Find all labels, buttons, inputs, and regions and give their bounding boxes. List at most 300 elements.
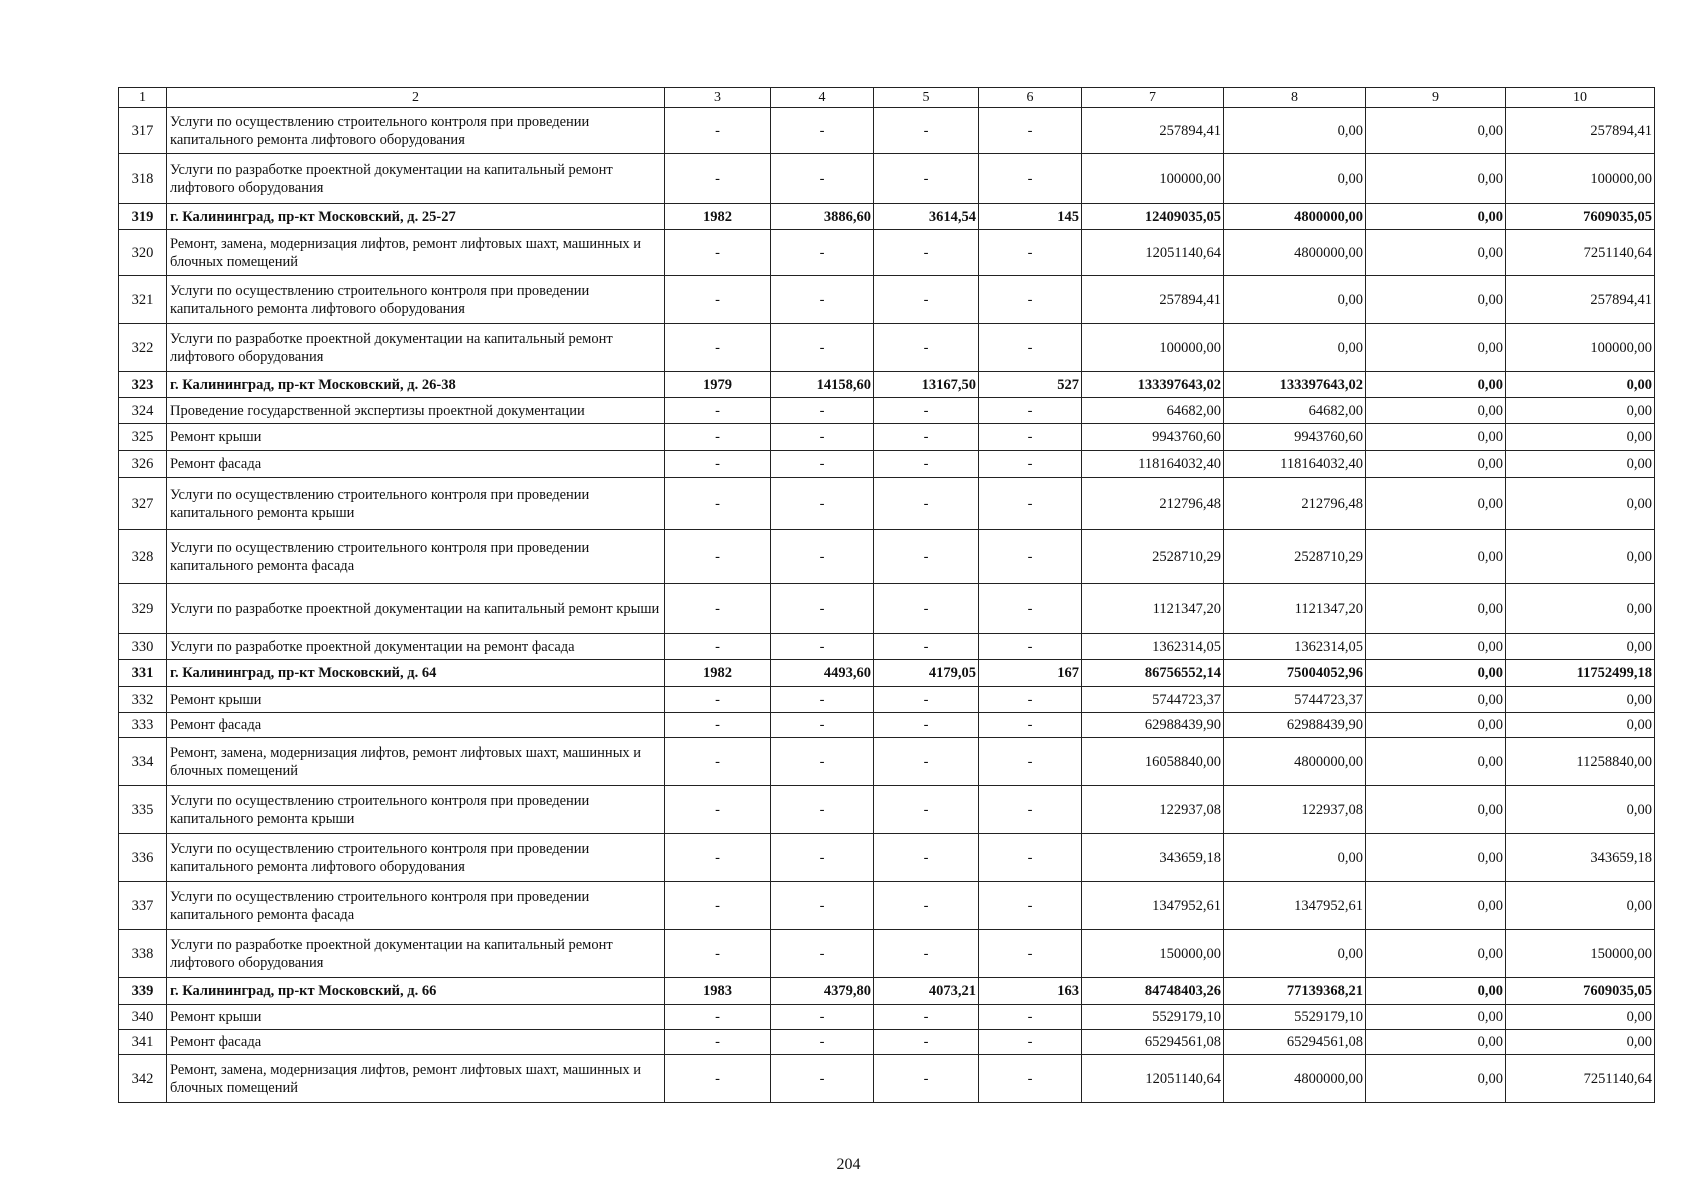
col-8-value: 1362314,05: [1224, 634, 1366, 660]
col-4-value: -: [771, 530, 874, 584]
col-3-value: -: [665, 634, 771, 660]
col-7-value: 1347952,61: [1082, 882, 1224, 930]
col-7-value: 257894,41: [1082, 108, 1224, 154]
col-3-value: 1982: [665, 660, 771, 687]
col-7-value: 12409035,05: [1082, 204, 1224, 230]
work-description: Услуги по осуществлению строительного контроля при проведении капитального ремонта фасада: [167, 882, 665, 930]
col-3-value: -: [665, 451, 771, 478]
col-6-value: -: [979, 1005, 1082, 1030]
col-5-value: -: [874, 584, 979, 634]
col-7-value: 2528710,29: [1082, 530, 1224, 584]
col-4-value: -: [771, 451, 874, 478]
row-number: 324: [119, 398, 167, 424]
col-9-value: 0,00: [1366, 738, 1506, 786]
col-8-value: 4800000,00: [1224, 230, 1366, 276]
col-8-value: 2528710,29: [1224, 530, 1366, 584]
col-5-value: -: [874, 424, 979, 451]
col-10-value: 0,00: [1506, 478, 1655, 530]
col-6-value: -: [979, 398, 1082, 424]
table-row: [119, 530, 1655, 584]
col-5-value: -: [874, 687, 979, 713]
col-5-value: -: [874, 324, 979, 372]
col-6-value: -: [979, 584, 1082, 634]
col-8-value: 4800000,00: [1224, 204, 1366, 230]
work-description: Услуги по осуществлению строительного контроля при проведении капитального ремонта лифтового оборудования: [167, 108, 665, 154]
col-8-value: 0,00: [1224, 154, 1366, 204]
column-header-2: 2: [167, 88, 665, 108]
row-number: 337: [119, 882, 167, 930]
col-5-value: -: [874, 154, 979, 204]
work-description: Ремонт, замена, модернизация лифтов, ремонт лифтовых шахт, машинных и блочных помещений: [167, 230, 665, 276]
col-7-value: 343659,18: [1082, 834, 1224, 882]
col-8-value: 122937,08: [1224, 786, 1366, 834]
col-7-value: 1362314,05: [1082, 634, 1224, 660]
col-6-value: -: [979, 324, 1082, 372]
work-description: Услуги по разработке проектной документации на капитальный ремонт лифтового оборудования: [167, 154, 665, 204]
col-7-value: 100000,00: [1082, 324, 1224, 372]
col-4-value: -: [771, 930, 874, 978]
work-description: г. Калининград, пр-кт Московский, д. 25-27: [167, 204, 665, 230]
col-5-value: -: [874, 930, 979, 978]
col-7-value: 5744723,37: [1082, 687, 1224, 713]
col-10-value: 0,00: [1506, 786, 1655, 834]
col-4-value: -: [771, 786, 874, 834]
table-row: [119, 834, 1655, 882]
col-5-value: 4179,05: [874, 660, 979, 687]
col-7-value: 12051140,64: [1082, 1055, 1224, 1103]
col-9-value: 0,00: [1366, 451, 1506, 478]
work-description: Услуги по осуществлению строительного контроля при проведении капитального ремонта лифтового оборудования: [167, 276, 665, 324]
col-9-value: 0,00: [1366, 786, 1506, 834]
col-5-value: -: [874, 1055, 979, 1103]
col-8-value: 212796,48: [1224, 478, 1366, 530]
col-9-value: 0,00: [1366, 372, 1506, 398]
page-number: 204: [836, 1156, 861, 1173]
work-description: Ремонт, замена, модернизация лифтов, ремонт лифтовых шахт, машинных и блочных помещений: [167, 1055, 665, 1103]
col-4-value: -: [771, 108, 874, 154]
col-5-value: -: [874, 882, 979, 930]
col-4-value: -: [771, 834, 874, 882]
col-10-value: 0,00: [1506, 882, 1655, 930]
work-description: Услуги по осуществлению строительного контроля при проведении капитального ремонта лифтового оборудования: [167, 834, 665, 882]
col-9-value: 0,00: [1366, 687, 1506, 713]
table-row: [119, 930, 1655, 978]
col-7-value: 212796,48: [1082, 478, 1224, 530]
col-10-value: 7251140,64: [1506, 1055, 1655, 1103]
col-6-value: 527: [979, 372, 1082, 398]
col-4-value: -: [771, 230, 874, 276]
table-row: [119, 1005, 1655, 1030]
col-6-value: -: [979, 713, 1082, 738]
col-9-value: 0,00: [1366, 978, 1506, 1005]
col-3-value: -: [665, 324, 771, 372]
col-6-value: -: [979, 530, 1082, 584]
table-row: [119, 1030, 1655, 1055]
col-10-value: 0,00: [1506, 713, 1655, 738]
row-number: 331: [119, 660, 167, 687]
row-number: 323: [119, 372, 167, 398]
col-5-value: -: [874, 478, 979, 530]
col-6-value: -: [979, 1030, 1082, 1055]
col-8-value: 9943760,60: [1224, 424, 1366, 451]
col-10-value: 257894,41: [1506, 108, 1655, 154]
row-number: 326: [119, 451, 167, 478]
col-3-value: -: [665, 1005, 771, 1030]
col-3-value: -: [665, 738, 771, 786]
col-9-value: 0,00: [1366, 398, 1506, 424]
work-description: Услуги по разработке проектной документации на капитальный ремонт крыши: [167, 584, 665, 634]
col-7-value: 62988439,90: [1082, 713, 1224, 738]
col-9-value: 0,00: [1366, 930, 1506, 978]
col-10-value: 0,00: [1506, 424, 1655, 451]
col-4-value: -: [771, 1005, 874, 1030]
col-5-value: -: [874, 738, 979, 786]
col-5-value: -: [874, 230, 979, 276]
col-8-value: 0,00: [1224, 108, 1366, 154]
work-description: Услуги по разработке проектной документации на капитальный ремонт лифтового оборудования: [167, 930, 665, 978]
col-10-value: 0,00: [1506, 372, 1655, 398]
col-6-value: -: [979, 687, 1082, 713]
col-4-value: -: [771, 276, 874, 324]
row-number: 332: [119, 687, 167, 713]
column-header-3: 3: [665, 88, 771, 108]
table-row: [119, 154, 1655, 204]
col-3-value: -: [665, 786, 771, 834]
col-10-value: 11258840,00: [1506, 738, 1655, 786]
table-row: [119, 634, 1655, 660]
col-6-value: -: [979, 1055, 1082, 1103]
col-9-value: 0,00: [1366, 530, 1506, 584]
address-row: [119, 660, 1655, 687]
table-row: [119, 424, 1655, 451]
col-5-value: -: [874, 530, 979, 584]
col-3-value: -: [665, 1030, 771, 1055]
col-5-value: 4073,21: [874, 978, 979, 1005]
row-number: 318: [119, 154, 167, 204]
column-header-5: 5: [874, 88, 979, 108]
col-3-value: -: [665, 154, 771, 204]
col-7-value: 133397643,02: [1082, 372, 1224, 398]
col-9-value: 0,00: [1366, 276, 1506, 324]
col-4-value: 3886,60: [771, 204, 874, 230]
col-5-value: -: [874, 1005, 979, 1030]
col-10-value: 0,00: [1506, 1005, 1655, 1030]
table-row: [119, 230, 1655, 276]
col-5-value: -: [874, 786, 979, 834]
col-10-value: 343659,18: [1506, 834, 1655, 882]
col-6-value: -: [979, 834, 1082, 882]
col-6-value: -: [979, 634, 1082, 660]
table-row: [119, 108, 1655, 154]
column-header-4: 4: [771, 88, 874, 108]
col-6-value: -: [979, 930, 1082, 978]
row-number: 341: [119, 1030, 167, 1055]
col-6-value: -: [979, 230, 1082, 276]
col-8-value: 77139368,21: [1224, 978, 1366, 1005]
col-9-value: 0,00: [1366, 1005, 1506, 1030]
col-7-value: 1121347,20: [1082, 584, 1224, 634]
col-5-value: 3614,54: [874, 204, 979, 230]
col-4-value: -: [771, 398, 874, 424]
work-description: Ремонт фасада: [167, 1030, 665, 1055]
work-description: Услуги по осуществлению строительного контроля при проведении капитального ремонта фасада: [167, 530, 665, 584]
row-number: 335: [119, 786, 167, 834]
address-row: [119, 204, 1655, 230]
work-description: Ремонт крыши: [167, 424, 665, 451]
row-number: 320: [119, 230, 167, 276]
row-number: 338: [119, 930, 167, 978]
address-row: [119, 978, 1655, 1005]
col-4-value: 4379,80: [771, 978, 874, 1005]
col-5-value: -: [874, 108, 979, 154]
work-description: Ремонт, замена, модернизация лифтов, ремонт лифтовых шахт, машинных и блочных помещений: [167, 738, 665, 786]
col-10-value: 150000,00: [1506, 930, 1655, 978]
col-3-value: -: [665, 930, 771, 978]
row-number: 334: [119, 738, 167, 786]
col-3-value: -: [665, 478, 771, 530]
work-description: Услуги по осуществлению строительного контроля при проведении капитального ремонта крыши: [167, 786, 665, 834]
address-row: [119, 372, 1655, 398]
col-3-value: -: [665, 530, 771, 584]
work-description: Ремонт фасада: [167, 451, 665, 478]
col-8-value: 65294561,08: [1224, 1030, 1366, 1055]
col-9-value: 0,00: [1366, 882, 1506, 930]
col-8-value: 133397643,02: [1224, 372, 1366, 398]
col-10-value: 0,00: [1506, 1030, 1655, 1055]
table-row: [119, 276, 1655, 324]
col-10-value: 100000,00: [1506, 324, 1655, 372]
work-description: г. Калининград, пр-кт Московский, д. 64: [167, 660, 665, 687]
col-7-value: 150000,00: [1082, 930, 1224, 978]
column-header-7: 7: [1082, 88, 1224, 108]
col-8-value: 0,00: [1224, 276, 1366, 324]
table-row: [119, 398, 1655, 424]
col-3-value: -: [665, 424, 771, 451]
row-number: 333: [119, 713, 167, 738]
col-6-value: -: [979, 108, 1082, 154]
col-3-value: -: [665, 398, 771, 424]
column-header-9: 9: [1366, 88, 1506, 108]
col-8-value: 64682,00: [1224, 398, 1366, 424]
col-6-value: -: [979, 451, 1082, 478]
work-description: Ремонт фасада: [167, 713, 665, 738]
col-4-value: -: [771, 324, 874, 372]
col-5-value: -: [874, 834, 979, 882]
col-7-value: 118164032,40: [1082, 451, 1224, 478]
col-5-value: -: [874, 1030, 979, 1055]
col-7-value: 16058840,00: [1082, 738, 1224, 786]
col-10-value: 0,00: [1506, 584, 1655, 634]
col-9-value: 0,00: [1366, 108, 1506, 154]
row-number: 321: [119, 276, 167, 324]
col-4-value: 14158,60: [771, 372, 874, 398]
col-4-value: -: [771, 687, 874, 713]
table-row: [119, 324, 1655, 372]
row-number: 328: [119, 530, 167, 584]
col-6-value: 167: [979, 660, 1082, 687]
col-6-value: -: [979, 786, 1082, 834]
column-header-8: 8: [1224, 88, 1366, 108]
col-4-value: -: [771, 1055, 874, 1103]
col-9-value: 0,00: [1366, 1055, 1506, 1103]
row-number: 319: [119, 204, 167, 230]
col-3-value: -: [665, 276, 771, 324]
col-4-value: -: [771, 882, 874, 930]
col-9-value: 0,00: [1366, 204, 1506, 230]
col-9-value: 0,00: [1366, 584, 1506, 634]
work-description: г. Калининград, пр-кт Московский, д. 66: [167, 978, 665, 1005]
row-number: 327: [119, 478, 167, 530]
col-7-value: 100000,00: [1082, 154, 1224, 204]
col-4-value: -: [771, 713, 874, 738]
work-description: Ремонт крыши: [167, 687, 665, 713]
table-row: [119, 713, 1655, 738]
row-number: 340: [119, 1005, 167, 1030]
col-10-value: 7609035,05: [1506, 978, 1655, 1005]
col-8-value: 1347952,61: [1224, 882, 1366, 930]
column-number-header-row: [119, 88, 1655, 108]
work-description: Услуги по разработке проектной документации на капитальный ремонт лифтового оборудования: [167, 324, 665, 372]
col-8-value: 75004052,96: [1224, 660, 1366, 687]
col-7-value: 65294561,08: [1082, 1030, 1224, 1055]
col-9-value: 0,00: [1366, 1030, 1506, 1055]
col-7-value: 5529179,10: [1082, 1005, 1224, 1030]
col-8-value: 4800000,00: [1224, 1055, 1366, 1103]
col-3-value: -: [665, 882, 771, 930]
table-row: [119, 451, 1655, 478]
col-6-value: -: [979, 882, 1082, 930]
column-header-1: 1: [119, 88, 167, 108]
row-number: 329: [119, 584, 167, 634]
col-8-value: 0,00: [1224, 324, 1366, 372]
col-7-value: 257894,41: [1082, 276, 1224, 324]
col-8-value: 1121347,20: [1224, 584, 1366, 634]
col-3-value: 1982: [665, 204, 771, 230]
table-row: [119, 882, 1655, 930]
col-8-value: 62988439,90: [1224, 713, 1366, 738]
work-description: г. Калининград, пр-кт Московский, д. 26-38: [167, 372, 665, 398]
work-description: Проведение государственной экспертизы проектной документации: [167, 398, 665, 424]
column-header-6: 6: [979, 88, 1082, 108]
table-row: [119, 687, 1655, 713]
col-6-value: -: [979, 276, 1082, 324]
col-3-value: -: [665, 230, 771, 276]
col-10-value: 257894,41: [1506, 276, 1655, 324]
work-description: Услуги по разработке проектной документации на ремонт фасада: [167, 634, 665, 660]
col-10-value: 0,00: [1506, 634, 1655, 660]
col-9-value: 0,00: [1366, 660, 1506, 687]
table-body: [119, 88, 1655, 1103]
col-8-value: 118164032,40: [1224, 451, 1366, 478]
col-7-value: 84748403,26: [1082, 978, 1224, 1005]
row-number: 317: [119, 108, 167, 154]
work-description: Услуги по осуществлению строительного контроля при проведении капитального ремонта крыши: [167, 478, 665, 530]
col-3-value: -: [665, 834, 771, 882]
col-10-value: 100000,00: [1506, 154, 1655, 204]
row-number: 339: [119, 978, 167, 1005]
col-6-value: 145: [979, 204, 1082, 230]
col-6-value: -: [979, 478, 1082, 530]
col-3-value: -: [665, 1055, 771, 1103]
col-8-value: 4800000,00: [1224, 738, 1366, 786]
table-row: [119, 1055, 1655, 1103]
col-8-value: 5529179,10: [1224, 1005, 1366, 1030]
col-9-value: 0,00: [1366, 634, 1506, 660]
col-10-value: 0,00: [1506, 451, 1655, 478]
col-7-value: 64682,00: [1082, 398, 1224, 424]
table-row: [119, 584, 1655, 634]
row-number: 342: [119, 1055, 167, 1103]
col-5-value: 13167,50: [874, 372, 979, 398]
col-4-value: 4493,60: [771, 660, 874, 687]
col-5-value: -: [874, 398, 979, 424]
col-10-value: 7609035,05: [1506, 204, 1655, 230]
col-4-value: -: [771, 154, 874, 204]
col-4-value: -: [771, 738, 874, 786]
col-4-value: -: [771, 478, 874, 530]
row-number: 325: [119, 424, 167, 451]
col-9-value: 0,00: [1366, 478, 1506, 530]
col-3-value: 1983: [665, 978, 771, 1005]
col-6-value: -: [979, 424, 1082, 451]
col-8-value: 0,00: [1224, 930, 1366, 978]
col-7-value: 12051140,64: [1082, 230, 1224, 276]
col-9-value: 0,00: [1366, 230, 1506, 276]
col-10-value: 0,00: [1506, 398, 1655, 424]
column-header-10: 10: [1506, 88, 1655, 108]
table-row: [119, 786, 1655, 834]
col-5-value: -: [874, 451, 979, 478]
col-7-value: 9943760,60: [1082, 424, 1224, 451]
col-10-value: 7251140,64: [1506, 230, 1655, 276]
col-6-value: -: [979, 154, 1082, 204]
col-4-value: -: [771, 634, 874, 660]
row-number: 330: [119, 634, 167, 660]
col-3-value: -: [665, 584, 771, 634]
col-4-value: -: [771, 1030, 874, 1055]
col-5-value: -: [874, 276, 979, 324]
col-9-value: 0,00: [1366, 834, 1506, 882]
col-9-value: 0,00: [1366, 424, 1506, 451]
table-row: [119, 478, 1655, 530]
col-9-value: 0,00: [1366, 713, 1506, 738]
col-7-value: 122937,08: [1082, 786, 1224, 834]
col-4-value: -: [771, 424, 874, 451]
row-number: 336: [119, 834, 167, 882]
col-3-value: -: [665, 713, 771, 738]
table-row: [119, 738, 1655, 786]
col-4-value: -: [771, 584, 874, 634]
col-6-value: -: [979, 738, 1082, 786]
repair-costs-table: [118, 87, 1655, 1103]
col-10-value: 0,00: [1506, 530, 1655, 584]
col-5-value: -: [874, 713, 979, 738]
work-description: Ремонт крыши: [167, 1005, 665, 1030]
row-number: 322: [119, 324, 167, 372]
col-9-value: 0,00: [1366, 324, 1506, 372]
col-9-value: 0,00: [1366, 154, 1506, 204]
col-10-value: 0,00: [1506, 687, 1655, 713]
col-6-value: 163: [979, 978, 1082, 1005]
col-3-value: -: [665, 687, 771, 713]
col-3-value: 1979: [665, 372, 771, 398]
col-8-value: 5744723,37: [1224, 687, 1366, 713]
col-10-value: 11752499,18: [1506, 660, 1655, 687]
col-3-value: -: [665, 108, 771, 154]
col-5-value: -: [874, 634, 979, 660]
col-7-value: 86756552,14: [1082, 660, 1224, 687]
col-8-value: 0,00: [1224, 834, 1366, 882]
